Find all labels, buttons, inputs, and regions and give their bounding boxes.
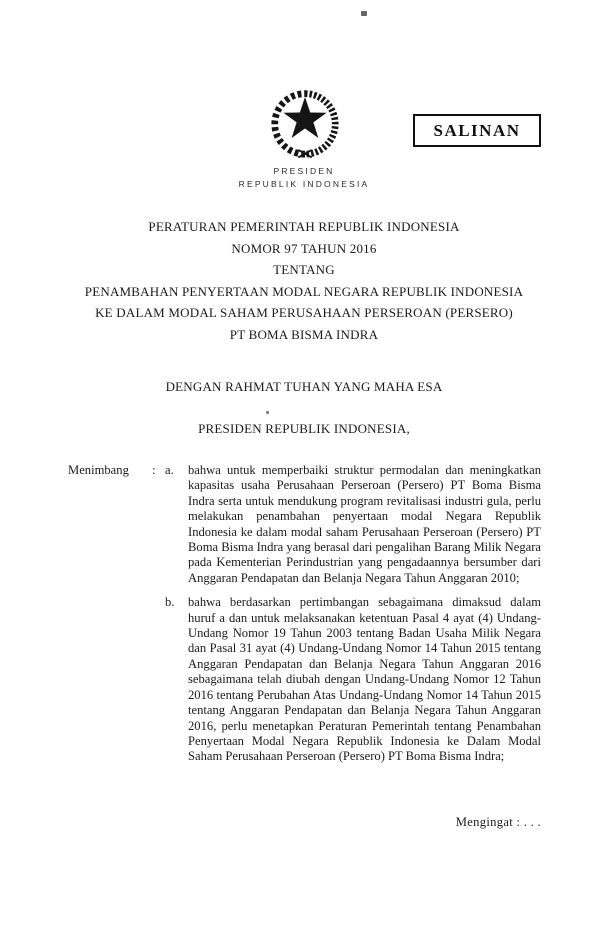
letterhead [0, 165, 608, 190]
letterhead-republik-indonesia: REPUBLIK INDONESIA [238, 178, 370, 189]
considerations-list [165, 463, 541, 765]
authority-line: PRESIDEN REPUBLIK INDONESIA, [198, 421, 410, 436]
item-marker: b. [165, 595, 175, 610]
title-tentang: TENTANG [273, 262, 335, 278]
catchword-mengingat: Mengingat : . . . [455, 815, 541, 829]
title-regulation-type: PERATURAN PEMERINTAH REPUBLIK INDONESIA [148, 219, 460, 234]
item-marker: a. [165, 463, 174, 477]
letterhead-presiden: PRESIDEN [273, 166, 335, 176]
scan-speck [266, 411, 269, 414]
title-subject-line-2: KE DALAM MODAL SAHAM PERUSAHAAN PERSEROAN (PERSERO) [95, 305, 513, 321]
item-text: bahwa berdasarkan pertimbangan sebagaimana dimaksud dalam huruf a dan untuk melaksanakan ketentuan Pasal 4 ayat (4) Undang-Undang Nomor 19 Tahun 2003 tentang Badan Usaha Milik Negara dan Pasal 31 ayat (4) Undang-Undang Nomor 14 Tahun 2015 tentang Anggaran Pendapatan dan Belanja Negara Tahun Anggaran 2016 sebagaimana telah diubah dengan Undang-Undang Nomor 12 Tahun 2016 tentang Perubahan Atas Undang-Undang Nomor 14 Tahun 2015 tentang Anggaran Pendapatan dan Belanja Negara Tahun Anggaran 2016, perlu menetapkan Peraturan Pemerintah tentang Penambahan Penyertaan Modal Negara Republik Indonesia ke Dalam Modal Saham Perusahaan Perseroan (Persero) PT Boma Bisma Indra; [188, 595, 541, 764]
title-subject-line-3: PT BOMA BISMA INDRA [229, 326, 379, 342]
salinan-stamp-label: SALINAN [433, 120, 521, 140]
consideration-item-a [165, 463, 541, 586]
regulation-title-block [0, 216, 608, 346]
item-text: bahwa untuk memperbaiki struktur permodalan dan meningkatkan kapasitas usaha Perusahaan Perseroan (Persero) PT Boma Bisma Indra serta untuk mendukung program revitalisasi industri gula, perlu melakukan penambahan penyertaan modal Negara Republik Indonesia ke dalam modal saham Perusahaan Perseroan (Persero) PT Boma Bisma Indra yang berasal dari pengalihan Barang Milik Negara pada Kementerian Perindustrian yang pengadaannya bersumber dari Anggaran Pendapatan dan Belanja Negara Tahun Anggaran 2010; [188, 463, 541, 585]
title-subject-line-1: PENAMBAHAN PENYERTAAN MODAL NEGARA REPUBLIK INDONESIA [84, 283, 524, 299]
considerations-label: Menimbang [68, 463, 129, 477]
considerations-section [68, 463, 541, 774]
considerations-colon: : [152, 463, 156, 477]
presidential-star-wreath-emblem-icon [263, 74, 347, 162]
consideration-item-b [165, 595, 541, 764]
invocation-line: DENGAN RAHMAT TUHAN YANG MAHA ESA [165, 379, 443, 394]
scan-speck [361, 11, 367, 16]
salinan-stamp [413, 114, 541, 147]
title-number-year: NOMOR 97 TAHUN 2016 [231, 240, 377, 256]
